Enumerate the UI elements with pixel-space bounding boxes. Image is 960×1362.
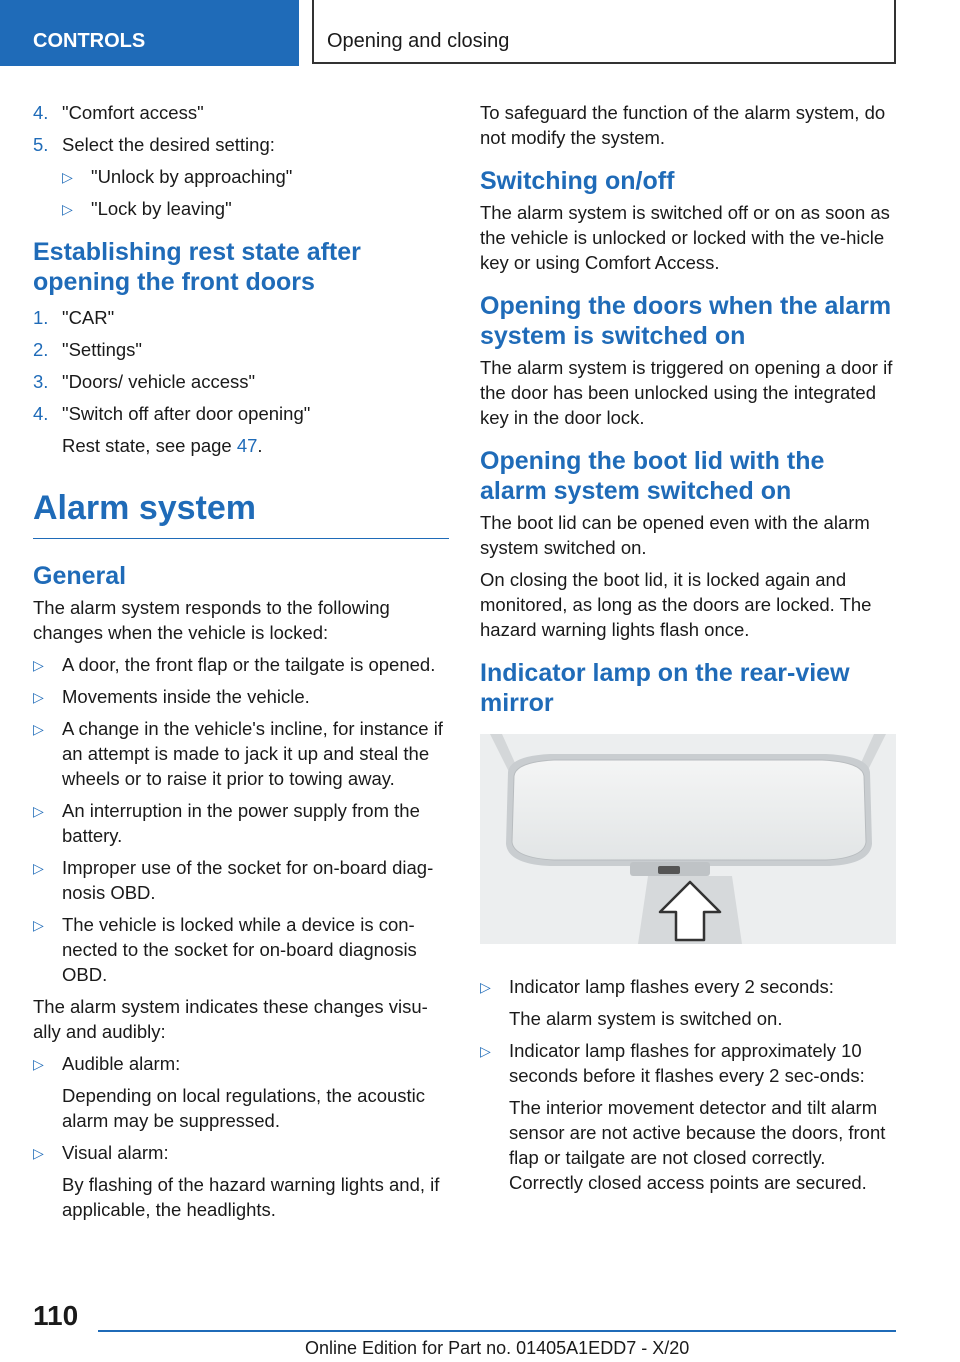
- heading-alarm-system: Alarm system: [33, 488, 449, 539]
- indicator-lamp-states: [480, 974, 898, 1195]
- heading-boot-lid: Opening the boot lid with the alarm system switched on: [480, 447, 825, 505]
- heading-general: General: [33, 562, 127, 590]
- triangle-bullet-icon: ▷: [33, 917, 44, 933]
- rear-view-mirror-image: [480, 734, 896, 944]
- mirror-illustration: [480, 734, 896, 944]
- list-item: ▷ Visual alarm: By flashing of the hazard warning lights and, if applicable, the headlights.: [33, 1142, 440, 1220]
- list-item: ▷ An interruption in the power supply from the battery.: [33, 800, 420, 846]
- triangle-bullet-icon: ▷: [33, 689, 44, 705]
- page-link[interactable]: 47: [236, 435, 258, 456]
- page-number: 110: [33, 1300, 79, 1331]
- list-item: ▷ Indicator lamp flashes for approximately 10 seconds before it flashes every 2 sec-onds: The interior movement detector and tilt alarm sensor are not active because the doors, front flap or tailgate are not closed correctly. Correctly closed access points are secured.: [480, 1040, 886, 1193]
- triangle-bullet-icon: ▷: [62, 201, 73, 217]
- list-item: 5. Select the desired setting:: [33, 134, 275, 155]
- list-item: 4. "Comfort access": [33, 102, 204, 123]
- comfort-access-steps: [33, 100, 449, 157]
- list-item: ▷ "Lock by leaving": [62, 196, 449, 221]
- list-item: 3. "Doors/ vehicle access": [33, 371, 256, 392]
- general-intro: The alarm system responds to the following changes when the vehicle is locked:: [33, 597, 390, 643]
- chapter-tab: CONTROLS: [0, 0, 299, 66]
- triangle-bullet-icon: ▷: [480, 1043, 491, 1059]
- list-item: ▷ Audible alarm: Depending on local regulations, the acoustic alarm may be suppressed.: [33, 1053, 426, 1131]
- boot-text-2: On closing the boot lid, it is locked again and monitored, as long as the doors are locked. The hazard warning lights flash once.: [480, 569, 872, 640]
- switching-text: The alarm system is switched off or on as soon as the vehicle is unlocked or locked with the ve-hicle key or using Comfort Access.: [480, 202, 890, 273]
- triangle-bullet-icon: ▷: [33, 1056, 44, 1072]
- rest-state-reference: Rest state, see page 47.: [62, 435, 263, 456]
- triangle-bullet-icon: ▷: [33, 657, 44, 673]
- edition-text: Online Edition for Part no. 01405A1EDD7 - X/20: [305, 1338, 690, 1358]
- indicates-text: The alarm system indicates these changes visu-ally and audibly:: [33, 996, 428, 1042]
- list-item: ▷ Indicator lamp flashes every 2 seconds: The alarm system is switched on.: [480, 976, 834, 1029]
- heading-opening-doors: Opening the doors when the alarm system is switched on: [480, 292, 892, 350]
- list-item: ▷ Improper use of the socket for on-board diag-nosis OBD.: [33, 857, 434, 903]
- page-header: [0, 0, 960, 66]
- safeguard-text: To safeguard the function of the alarm system, do not modify the system.: [480, 102, 886, 148]
- list-item: ▷ The vehicle is locked while a device is con-nected to the socket for on-board diagnosis OBD.: [33, 914, 417, 985]
- heading-indicator-lamp: Indicator lamp on the rear-view mirror: [480, 659, 850, 717]
- heading-rest-state: Establishing rest state after opening the front doors: [33, 238, 361, 296]
- list-item: 2. "Settings": [33, 339, 142, 360]
- footer-divider: [98, 1330, 896, 1332]
- alarm-triggers: [33, 652, 449, 987]
- triangle-bullet-icon: ▷: [33, 860, 44, 876]
- triangle-bullet-icon: ▷: [480, 979, 491, 995]
- left-column: [33, 100, 449, 1229]
- list-item: ▷ A door, the front flap or the tailgate is opened.: [33, 652, 449, 677]
- doors-text: The alarm system is triggered on opening a door if the door has been unlocked using the integrated key in the door lock.: [480, 357, 893, 428]
- list-item: 1. "CAR": [33, 307, 115, 328]
- triangle-bullet-icon: ▷: [33, 721, 44, 737]
- triangle-bullet-icon: ▷: [33, 803, 44, 819]
- triangle-bullet-icon: ▷: [62, 169, 73, 185]
- setting-options: [33, 164, 449, 221]
- list-item: ▷ Movements inside the vehicle.: [33, 684, 449, 709]
- rest-state-steps: [33, 305, 449, 458]
- list-item: ▷ A change in the vehicle's incline, for instance if an attempt is made to jack it up and steal the wheels or to raise it prior to towing away.: [33, 718, 443, 789]
- section-title: Opening and closing: [312, 0, 896, 64]
- boot-text-1: The boot lid can be opened even with the alarm system switched on.: [480, 512, 870, 558]
- right-column: [480, 100, 898, 1202]
- list-item: 4. "Switch off after door opening" Rest state, see page 47.: [33, 401, 449, 458]
- heading-switching: Switching on/off: [480, 167, 675, 195]
- triangle-bullet-icon: ▷: [33, 1145, 44, 1161]
- list-item: ▷ "Unlock by approaching": [62, 164, 449, 189]
- alarm-types: [33, 1051, 449, 1222]
